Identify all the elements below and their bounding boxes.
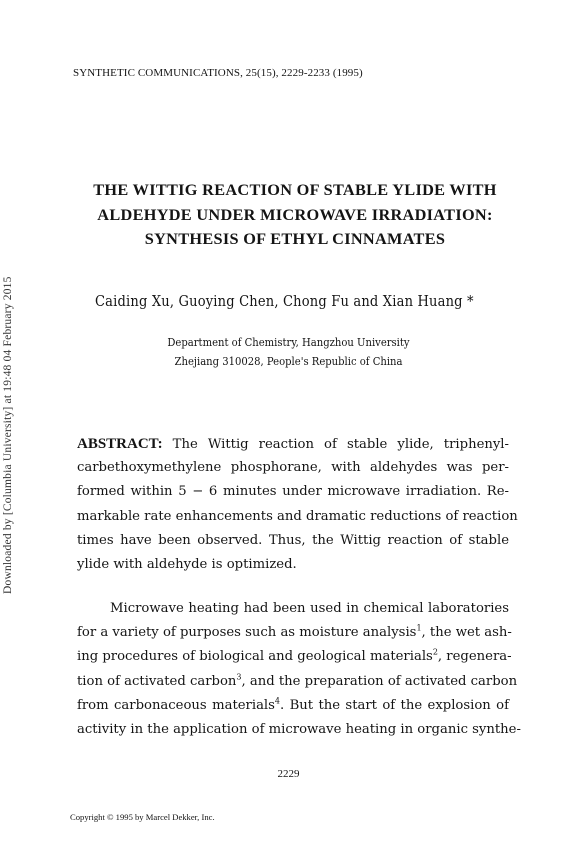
journal-citation: SYNTHETIC COMMUNICATIONS, 25(15), 2229-2233 (1995) <box>73 67 363 79</box>
abstract-line: carbethoxymethylene phosphorane, with aldehydes was per- <box>77 460 509 476</box>
abstract <box>77 432 518 577</box>
abstract-line: formed within 5 − 6 minutes under microwave irradiation. Re- <box>77 484 509 500</box>
citation-ref: 2 <box>432 647 438 657</box>
citation-ref: 1 <box>416 623 422 633</box>
title-line: SYNTHESIS OF ETHYL CINNAMATES <box>144 229 446 248</box>
affiliation <box>0 333 577 371</box>
paragraph-line: activity in the application of microwave heating in organic synthe- <box>77 721 521 737</box>
citation-ref: 3 <box>236 672 242 682</box>
body-paragraph <box>77 597 521 742</box>
author-list: Caiding Xu, Guoying Chen, Chong Fu and Xian Huang * <box>95 294 474 310</box>
title-line: THE WITTIG REACTION OF STABLE YLIDE WITH <box>93 180 497 199</box>
article-title <box>60 178 530 252</box>
abstract-line: markable rate enhancements and dramatic reductions of reaction <box>77 508 518 524</box>
paragraph-line: tion of activated carbon$^3$, and the preparation of activated carbon <box>77 672 518 689</box>
paragraph-line: ing procedures of biological and geological materials$^2$, regenera- <box>77 647 512 665</box>
download-watermark: Downloaded by [Columbia University] at 19:48 04 February 2015 <box>2 276 14 594</box>
paragraph-line: Microwave heating had been used in chemical laboratories <box>110 601 509 616</box>
abstract-line: ABSTRACT: The Wittig reaction of stable ylide, triphenyl- <box>77 436 509 452</box>
citation-ref: 4 <box>274 696 281 706</box>
paragraph-line: from carbonaceous materials$^4$. But the start of the explosion of <box>77 696 509 713</box>
copyright-notice: Copyright © 1995 by Marcel Dekker, Inc. <box>70 812 215 822</box>
abstract-label: ABSTRACT: <box>77 436 163 452</box>
affiliation-line: Zhejiang 310028, People's Republic of China <box>174 354 403 368</box>
paragraph-line: for a variety of purposes such as moisture analysis$^1$, the wet ash- <box>77 623 512 641</box>
affiliation-line: Department of Chemistry, Hangzhou University <box>167 335 410 349</box>
abstract-line: ylide with aldehyde is optimized. <box>77 556 297 572</box>
page-number: 2229 <box>277 768 300 780</box>
title-line: ALDEHYDE UNDER MICROWAVE IRRADIATION: <box>97 204 493 224</box>
abstract-line: times have been observed. Thus, the Wittig reaction of stable <box>77 532 509 548</box>
